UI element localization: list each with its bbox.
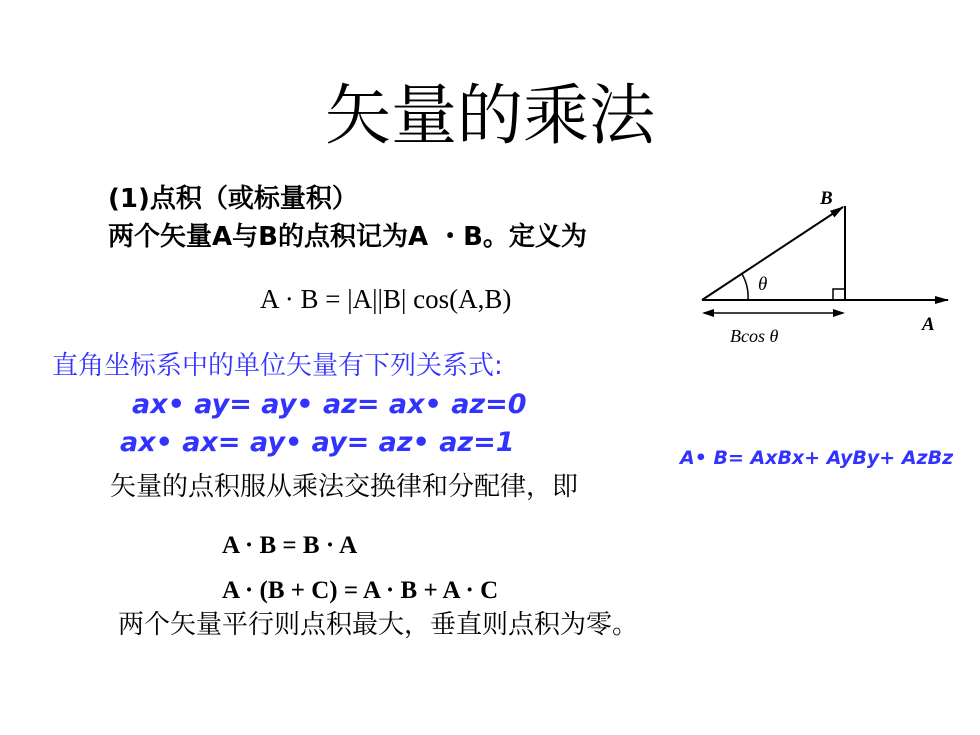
definition-formula: A · B = |A||B| cos(A,B) [260,284,512,314]
distributive-formula: A · (B + C) = A · B + A · C [222,577,499,604]
angle-arc [742,274,748,300]
unit-relation-one: ax• ax= ay• ay= az• az=1 [120,427,515,458]
vector-b-arrow [702,207,843,300]
unit-relation-zero: ax• ay= ay• az= ax• az=0 [132,389,527,420]
conclusion-text: 两个矢量平行则点积最大，垂直则点积为零。 [118,610,639,640]
component-formula: A• B= AxBx+ AyBy+ AzBz [680,447,954,469]
law-text: 矢量的点积服从乘法交换律和分配律，即 [110,472,579,502]
dot-product-definition-text: 两个矢量A与B的点积记为A ・B。定义为 [108,222,587,252]
label-a: A [922,314,935,335]
dot-product-heading: (1)点积（或标量积） [108,184,358,214]
commutative-formula: A · B = B · A [222,532,358,559]
label-b: B [820,188,833,209]
label-theta: θ [758,274,768,295]
slide-title: 矢量的乘法 [325,77,655,154]
projection-diagram [690,180,980,350]
unit-vector-heading: 直角坐标系中的单位矢量有下列关系式: [52,351,503,381]
label-projection: Bcos θ [730,326,779,346]
right-angle-marker [833,289,845,300]
